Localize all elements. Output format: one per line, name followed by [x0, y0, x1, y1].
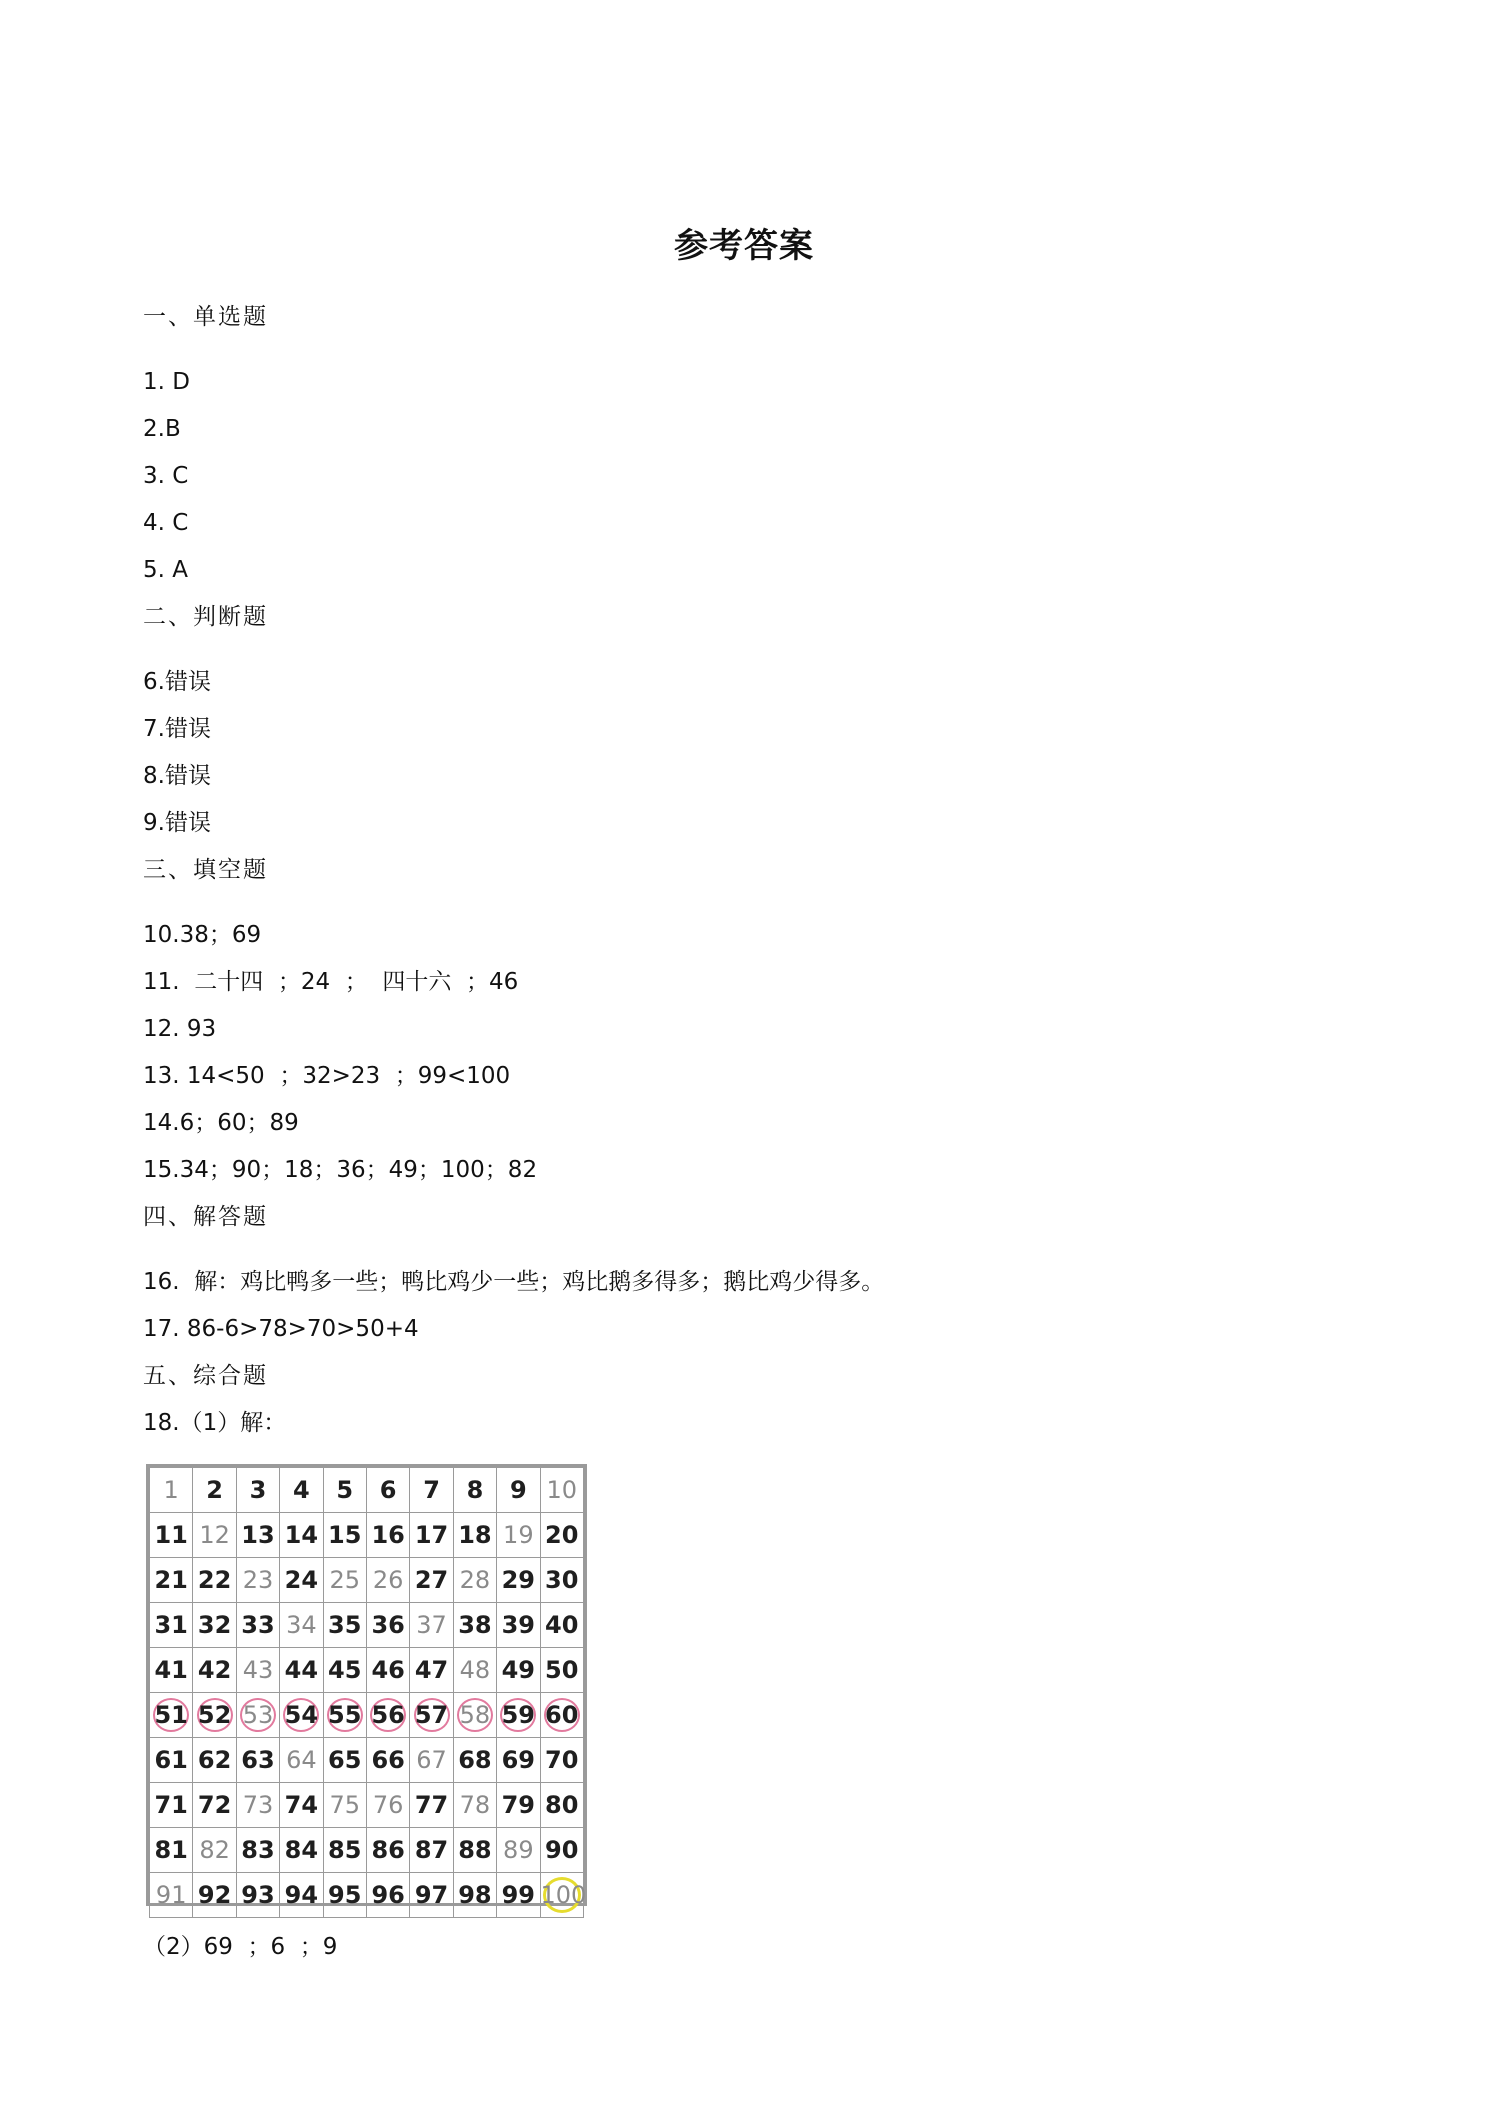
- hundred-chart-number: 23: [242, 1566, 274, 1594]
- hundred-chart-cell: [540, 1468, 583, 1513]
- hundred-chart-number: 34: [286, 1611, 317, 1639]
- answer-line: 8.错误: [143, 763, 211, 789]
- hundred-chart-cell: [236, 1738, 279, 1783]
- hundred-chart-cell: [366, 1873, 409, 1918]
- hundred-chart-cell: [453, 1873, 496, 1918]
- hundred-chart-number: 14: [284, 1521, 319, 1549]
- hundred-chart-cell: [497, 1468, 540, 1513]
- hundred-chart-number: 81: [154, 1836, 188, 1864]
- hundred-chart-number: 46: [371, 1656, 405, 1684]
- hundred-chart-cell: [540, 1558, 583, 1603]
- hundred-chart-cell: [150, 1468, 193, 1513]
- hundred-chart-cell: [280, 1558, 323, 1603]
- hundred-chart-number: 82: [199, 1836, 230, 1864]
- hundred-chart-row: [150, 1468, 584, 1513]
- hundred-chart-cell: [497, 1738, 540, 1783]
- hundred-chart-cell: [323, 1783, 366, 1828]
- answer-line: 5. A: [143, 557, 188, 583]
- hundred-chart-number: 73: [242, 1791, 274, 1819]
- hundred-chart-number: 93: [241, 1881, 275, 1909]
- answer-line: 6.错误: [143, 669, 211, 695]
- hundred-chart-number: 22: [197, 1566, 232, 1594]
- hundred-chart-number: 91: [155, 1881, 187, 1909]
- hundred-chart-cell: [236, 1513, 279, 1558]
- hundred-chart-cell: [280, 1828, 323, 1873]
- hundred-chart-cell: [366, 1648, 409, 1693]
- hundred-chart-cell: [150, 1693, 193, 1738]
- hundred-chart-cell: [540, 1738, 583, 1783]
- hundred-chart-number: 61: [154, 1746, 188, 1774]
- answer-line: 17. 86-6>78>70>50+4: [143, 1316, 419, 1342]
- hundred-chart-number: 59: [501, 1701, 536, 1729]
- hundred-chart-number: 49: [501, 1656, 536, 1684]
- hundred-chart-number: 44: [284, 1656, 319, 1684]
- hundred-chart-cell: [323, 1513, 366, 1558]
- answer-line: 4. C: [143, 510, 189, 536]
- hundred-chart-number: 7: [423, 1476, 440, 1504]
- hundred-chart-cell: [236, 1558, 279, 1603]
- hundred-chart-number: 11: [154, 1521, 188, 1549]
- answer-line: 1. D: [143, 369, 190, 395]
- hundred-chart-number: 48: [459, 1656, 491, 1684]
- answer-line: 16. 解：鸡比鸭多一些；鸭比鸡少一些；鸡比鹅多得多；鹅比鸡少得多。: [143, 1269, 885, 1295]
- hundred-chart-number: 98: [458, 1881, 492, 1909]
- hundred-chart-number: 9: [509, 1476, 527, 1504]
- hundred-chart-cell: [150, 1603, 193, 1648]
- hundred-chart-row: [150, 1513, 584, 1558]
- hundred-chart-cell: [150, 1648, 193, 1693]
- hundred-chart-number: 26: [372, 1566, 404, 1594]
- hundred-chart-cell: [193, 1693, 236, 1738]
- hundred-chart-number: 68: [458, 1746, 492, 1774]
- hundred-chart-row: [150, 1828, 584, 1873]
- hundred-chart-number: 43: [242, 1656, 274, 1684]
- hundred-chart-number: 92: [197, 1881, 232, 1909]
- hundred-chart-number: 90: [545, 1836, 579, 1864]
- hundred-chart-number: 80: [545, 1791, 579, 1819]
- hundred-chart-cell: [193, 1783, 236, 1828]
- hundred-chart-cell: [410, 1513, 453, 1558]
- hundred-chart-number: 63: [241, 1746, 275, 1774]
- hundred-chart-cell: [410, 1648, 453, 1693]
- hundred-chart-number: 72: [197, 1791, 232, 1819]
- hundred-chart-number: 78: [459, 1791, 491, 1819]
- answer-line: 11. 二十四 ；24 ； 四十六 ；46: [143, 969, 519, 995]
- hundred-chart-number: 33: [241, 1611, 275, 1639]
- hundred-chart-cell: [453, 1738, 496, 1783]
- hundred-chart-cell: [497, 1828, 540, 1873]
- hundred-chart-cell: [540, 1648, 583, 1693]
- hundred-chart-number: 71: [154, 1791, 188, 1819]
- hundred-chart-cell: [366, 1468, 409, 1513]
- hundred-chart-cell: [497, 1648, 540, 1693]
- hundred-chart-number: 38: [458, 1611, 492, 1639]
- hundred-chart-number: 8: [466, 1476, 484, 1504]
- section-heading: 一、单选题: [143, 304, 268, 330]
- hundred-chart-cell: [410, 1738, 453, 1783]
- hundred-chart-cell: [150, 1873, 193, 1918]
- hundred-chart-number: 10: [546, 1476, 578, 1504]
- hundred-chart-number: 96: [371, 1881, 405, 1909]
- hundred-chart-cell: [323, 1693, 366, 1738]
- hundred-chart-number: 31: [154, 1611, 188, 1639]
- hundred-chart-cell: [150, 1738, 193, 1783]
- hundred-chart-number: 35: [328, 1611, 362, 1639]
- hundred-chart-number: 79: [501, 1791, 536, 1819]
- hundred-chart-number: 57: [414, 1701, 449, 1729]
- hundred-chart-cell: [366, 1783, 409, 1828]
- hundred-chart-cell: [366, 1693, 409, 1738]
- hundred-chart-number: 64: [286, 1746, 317, 1774]
- hundred-chart-number: 41: [154, 1656, 188, 1684]
- hundred-chart-number: 32: [197, 1611, 232, 1639]
- hundred-chart-cell: [150, 1558, 193, 1603]
- hundred-chart-number: 25: [329, 1566, 361, 1594]
- hundred-chart-cell: [410, 1558, 453, 1603]
- hundred-chart-cell: [453, 1783, 496, 1828]
- hundred-chart-number: 83: [241, 1836, 275, 1864]
- hundred-chart-cell: [193, 1828, 236, 1873]
- hundred-chart-cell: [540, 1693, 583, 1738]
- answer-line: 7.错误: [143, 716, 211, 742]
- hundred-chart-cell: [497, 1603, 540, 1648]
- answer-line: 15.34；90；18；36；49；100；82: [143, 1157, 538, 1183]
- hundred-chart-cell: [193, 1738, 236, 1783]
- hundred-chart-cell: [280, 1468, 323, 1513]
- hundred-chart-table: [149, 1467, 587, 1918]
- hundred-chart-cell: [150, 1828, 193, 1873]
- hundred-chart-number: 94: [284, 1881, 319, 1909]
- hundred-chart-cell: [410, 1873, 453, 1918]
- hundred-chart-number: 15: [328, 1521, 362, 1549]
- hundred-chart-cell: [193, 1558, 236, 1603]
- hundred-chart-cell: [366, 1558, 409, 1603]
- hundred-chart-cell: [410, 1693, 453, 1738]
- hundred-chart-cell: [453, 1828, 496, 1873]
- hundred-chart-cell: [236, 1693, 279, 1738]
- hundred-chart-number: 88: [458, 1836, 492, 1864]
- section-heading: 二、判断题: [143, 604, 268, 630]
- hundred-chart-cell: [323, 1648, 366, 1693]
- hundred-chart-number: 19: [503, 1521, 534, 1549]
- hundred-chart-cell: [280, 1873, 323, 1918]
- hundred-chart-number: 52: [197, 1701, 232, 1729]
- hundred-chart-number: 70: [545, 1746, 579, 1774]
- hundred-chart-number: 39: [501, 1611, 536, 1639]
- hundred-chart-cell: [236, 1468, 279, 1513]
- hundred-chart-number: 24: [284, 1566, 319, 1594]
- hundred-chart-cell: [236, 1648, 279, 1693]
- answer-line: 10.38；69: [143, 922, 262, 948]
- hundred-chart-number: 47: [414, 1656, 449, 1684]
- hundred-chart-number: 66: [371, 1746, 405, 1774]
- hundred-chart-number: 21: [154, 1566, 188, 1594]
- hundred-chart-number: 28: [459, 1566, 491, 1594]
- hundred-chart-number: 69: [501, 1746, 536, 1774]
- hundred-chart-number: 2: [206, 1476, 223, 1504]
- hundred-chart-number: 55: [328, 1701, 362, 1729]
- hundred-chart-cell: [236, 1873, 279, 1918]
- hundred-chart-cell: [366, 1603, 409, 1648]
- hundred-chart-number: 3: [249, 1476, 267, 1504]
- hundred-chart-cell: [366, 1513, 409, 1558]
- section-heading: 三、填空题: [143, 857, 268, 883]
- hundred-chart-cell: [540, 1603, 583, 1648]
- hundred-chart-cell: [410, 1603, 453, 1648]
- answer-line: 18.（1）解：: [143, 1410, 287, 1436]
- hundred-chart-number: 84: [284, 1836, 319, 1864]
- hundred-chart-cell: [280, 1648, 323, 1693]
- answer-line: 9.错误: [143, 810, 211, 836]
- hundred-chart-number: 36: [371, 1611, 405, 1639]
- hundred-chart-row: [150, 1558, 584, 1603]
- hundred-chart-cell: [236, 1603, 279, 1648]
- hundred-chart-number: 27: [414, 1566, 449, 1594]
- answer-line: 3. C: [143, 463, 189, 489]
- hundred-chart-cell: [323, 1558, 366, 1603]
- hundred-chart-number: 67: [416, 1746, 447, 1774]
- hundred-chart-cell: [193, 1513, 236, 1558]
- hundred-chart-cell: [540, 1783, 583, 1828]
- hundred-chart-number: 20: [545, 1521, 579, 1549]
- hundred-chart-number: 56: [371, 1701, 405, 1729]
- hundred-chart-cell: [323, 1828, 366, 1873]
- section-heading: 五、综合题: [143, 1363, 268, 1389]
- answer-line: 2.B: [143, 416, 181, 442]
- hundred-chart-number: 5: [336, 1476, 354, 1504]
- hundred-chart-number: 53: [242, 1701, 274, 1729]
- hundred-chart-number: 77: [414, 1791, 449, 1819]
- hundred-chart-cell: [236, 1783, 279, 1828]
- hundred-chart-cell: [193, 1603, 236, 1648]
- hundred-chart-number: 75: [329, 1791, 361, 1819]
- hundred-chart-cell: [323, 1468, 366, 1513]
- hundred-chart-number: 29: [501, 1566, 536, 1594]
- page-title: 参考答案: [674, 226, 814, 266]
- hundred-chart-number: 89: [503, 1836, 534, 1864]
- hundred-chart-cell: [453, 1513, 496, 1558]
- hundred-chart-number: 17: [414, 1521, 449, 1549]
- hundred-chart-cell: [193, 1648, 236, 1693]
- hundred-chart-cell: [280, 1783, 323, 1828]
- answer-line: 14.6；60；89: [143, 1110, 299, 1136]
- hundred-chart-number: 51: [154, 1701, 188, 1729]
- hundred-chart-number: 4: [293, 1476, 310, 1504]
- hundred-chart-cell: [150, 1513, 193, 1558]
- hundred-chart-number: 100: [540, 1881, 587, 1909]
- hundred-chart-cell: [323, 1738, 366, 1783]
- hundred-chart-number: 85: [328, 1836, 362, 1864]
- hundred-chart-number: 54: [284, 1701, 319, 1729]
- hundred-chart-number: 58: [459, 1701, 491, 1729]
- hundred-chart-number: 16: [371, 1521, 405, 1549]
- hundred-chart-cell: [497, 1693, 540, 1738]
- hundred-chart-number: 40: [545, 1611, 579, 1639]
- hundred-chart-number: 13: [241, 1521, 275, 1549]
- hundred-chart-number: 74: [284, 1791, 319, 1819]
- hundred-chart-cell: [497, 1558, 540, 1603]
- hundred-chart-cell: [453, 1468, 496, 1513]
- hundred-chart: [146, 1464, 587, 1909]
- hundred-chart-number: 95: [328, 1881, 362, 1909]
- hundred-chart-row: [150, 1783, 584, 1828]
- hundred-chart-cell: [497, 1873, 540, 1918]
- hundred-chart-cell: [410, 1468, 453, 1513]
- hundred-chart-number: 50: [545, 1656, 579, 1684]
- hundred-chart-cell: [540, 1828, 583, 1873]
- hundred-chart-cell: [280, 1693, 323, 1738]
- hundred-chart-cell: [453, 1693, 496, 1738]
- hundred-chart-number: 6: [379, 1476, 397, 1504]
- hundred-chart-cell: [497, 1513, 540, 1558]
- hundred-chart-number: 97: [414, 1881, 449, 1909]
- hundred-chart-row: [150, 1738, 584, 1783]
- hundred-chart-cell: [323, 1603, 366, 1648]
- section-heading: 四、解答题: [143, 1204, 268, 1230]
- hundred-chart-number: 87: [414, 1836, 449, 1864]
- hundred-chart-cell: [280, 1603, 323, 1648]
- hundred-chart-cell: [453, 1648, 496, 1693]
- answer-line: 12. 93: [143, 1016, 217, 1042]
- hundred-chart-row: [150, 1603, 584, 1648]
- hundred-chart-number: 12: [199, 1521, 230, 1549]
- hundred-chart-number: 60: [545, 1701, 579, 1729]
- hundred-chart-cell: [366, 1738, 409, 1783]
- hundred-chart-cell: [366, 1828, 409, 1873]
- hundred-chart-cell: [236, 1828, 279, 1873]
- hundred-chart-cell: [150, 1783, 193, 1828]
- hundred-chart-number: 42: [197, 1656, 232, 1684]
- hundred-chart-cell: [410, 1783, 453, 1828]
- hundred-chart-row: [150, 1693, 584, 1738]
- hundred-chart-cell: [323, 1873, 366, 1918]
- hundred-chart-number: 76: [372, 1791, 404, 1819]
- hundred-chart-number: 86: [371, 1836, 405, 1864]
- hundred-chart-cell: [193, 1873, 236, 1918]
- hundred-chart-number: 37: [416, 1611, 447, 1639]
- hundred-chart-cell: [280, 1513, 323, 1558]
- hundred-chart-cell: [280, 1738, 323, 1783]
- hundred-chart-cell: [453, 1558, 496, 1603]
- hundred-chart-number: 65: [328, 1746, 362, 1774]
- answer-line: （2）69 ；6 ；9: [143, 1934, 338, 1960]
- hundred-chart-number: 18: [458, 1521, 492, 1549]
- hundred-chart-cell: [540, 1513, 583, 1558]
- hundred-chart-cell: [193, 1468, 236, 1513]
- hundred-chart-row: [150, 1873, 584, 1918]
- hundred-chart-cell: [540, 1873, 587, 1918]
- answer-line: 13. 14<50 ；32>23 ；99<100: [143, 1063, 511, 1089]
- hundred-chart-cell: [497, 1783, 540, 1828]
- hundred-chart-number: 30: [545, 1566, 579, 1594]
- hundred-chart-cell: [453, 1603, 496, 1648]
- hundred-chart-row: [150, 1648, 584, 1693]
- hundred-chart-cell: [410, 1828, 453, 1873]
- hundred-chart-number: 99: [501, 1881, 536, 1909]
- hundred-chart-number: 62: [197, 1746, 232, 1774]
- hundred-chart-number: 1: [163, 1476, 179, 1504]
- hundred-chart-number: 45: [328, 1656, 362, 1684]
